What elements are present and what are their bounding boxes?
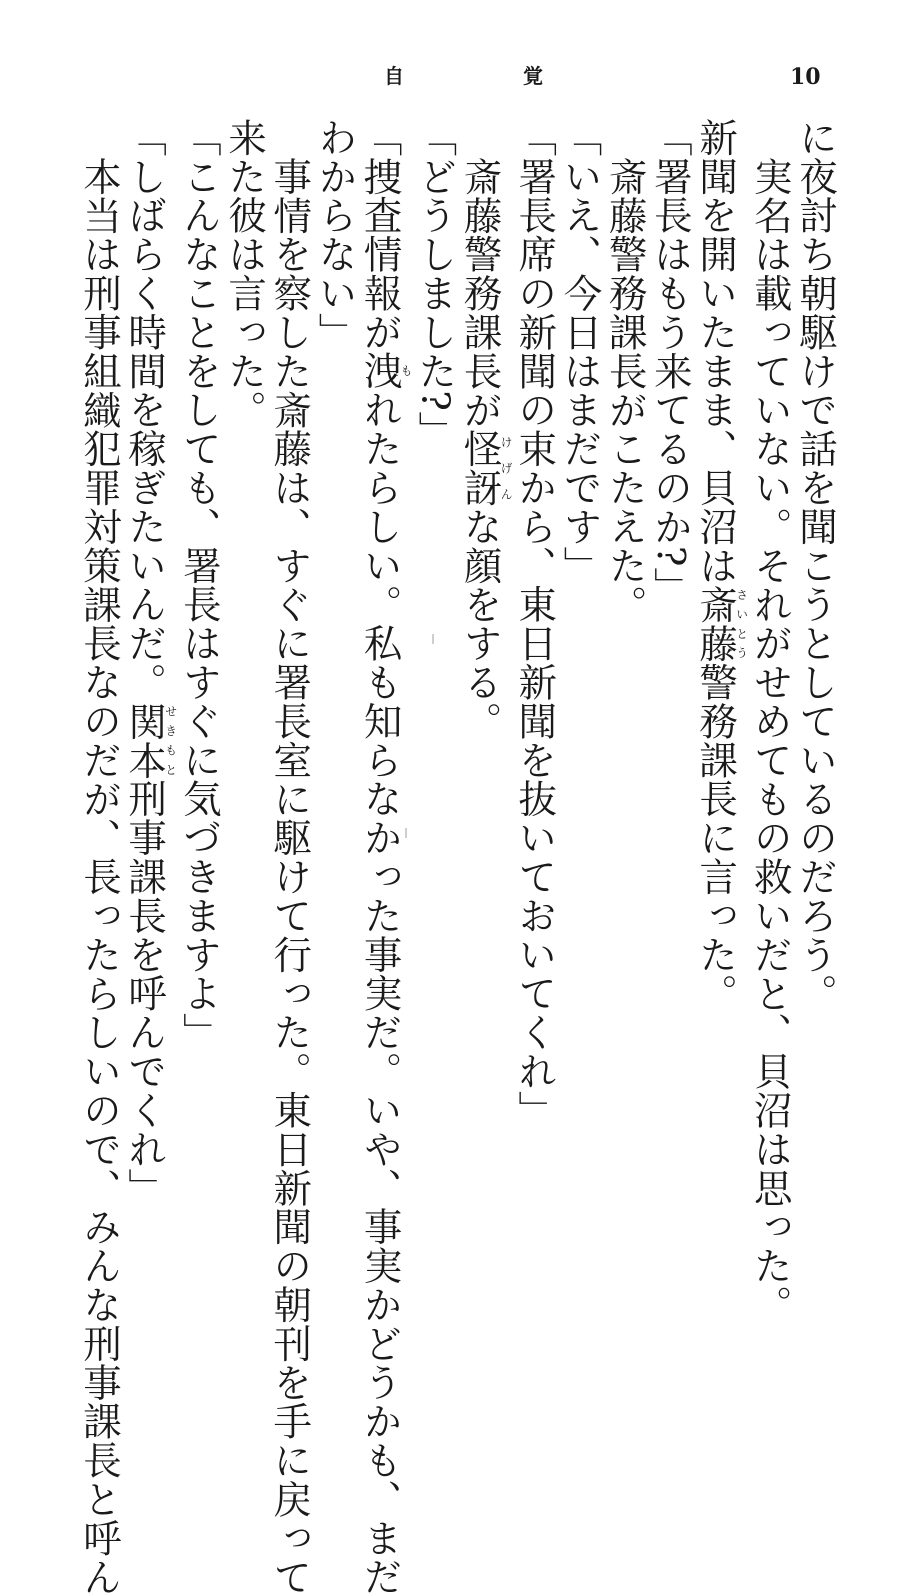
- furigana-ruby: 怪訝けげん: [457, 428, 514, 507]
- furigana-reading: けげん: [499, 428, 514, 507]
- running-head-title-char-1: 自: [384, 64, 404, 88]
- text-line: 「しばらく時間を稼ぎたいんだ。関本せきもと刑事課長を呼んでくれ」: [122, 118, 178, 1208]
- text-line: に夜討ち朝駆けで話を聞こうとしているのだろう。: [793, 118, 838, 1013]
- text-line: 「署長席の新聞の束から、東日新聞を抜いておいてくれ」: [512, 118, 558, 1130]
- text-line: 斎藤警務課長がこたえた。: [602, 156, 648, 624]
- furigana-ruby: 関本せきもと: [122, 701, 178, 780]
- text-line: 「どうしました?」: [412, 118, 458, 451]
- margin-pencil-mark: [405, 828, 407, 838]
- page-number: 10: [790, 64, 821, 90]
- text-line: 「いえ、今日はまだです」: [557, 118, 603, 585]
- text-line: 来た彼は言った。: [222, 118, 268, 430]
- furigana-ruby: 洩も: [357, 351, 414, 391]
- running-head-title-char-2: 覚: [523, 64, 543, 88]
- text-line: わからない」: [312, 118, 358, 352]
- vertical-body-text: [76, 118, 838, 1596]
- furigana-ruby: 斎藤さいとう: [693, 584, 749, 663]
- margin-pencil-mark: [432, 634, 434, 644]
- text-line: 新聞を開いたまま、貝沼は斎藤さいとう警務課長に言った。: [693, 118, 749, 1013]
- text-line: 「捜査情報が洩もれたらしい。私も知らなかった事実だ。いや、事実かどうかも、まだ: [357, 118, 414, 1596]
- furigana-reading: せきもと: [163, 701, 178, 780]
- text-line: 事情を察した斎藤は、すぐに署長室に駆けて行った。東日新聞の朝刊を手に戻って: [267, 156, 313, 1596]
- text-line: 「署長はもう来てるのか?」: [647, 118, 693, 606]
- text-line: 本当は刑事組織犯罪対策課長なのだが、長ったらしいので、みんな刑事課長と呼ん: [76, 156, 122, 1596]
- text-line: 斎藤警務課長が怪訝けげんな顔をする。: [457, 156, 514, 741]
- text-line: 「こんなことをしても、署長はすぐに気づきますよ」: [176, 118, 222, 1052]
- furigana-reading: も: [399, 351, 414, 391]
- text-line: 実名は載っていない。それがせめてもの救いだと、貝沼は思った。: [747, 156, 793, 1324]
- furigana-reading: さいとう: [734, 584, 749, 663]
